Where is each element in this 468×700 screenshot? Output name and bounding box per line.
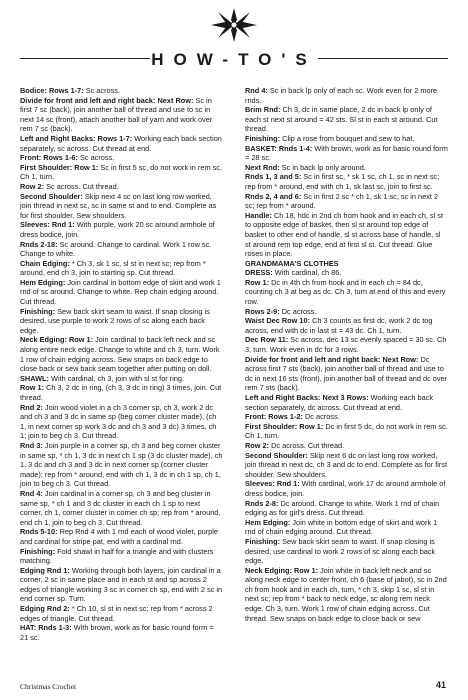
right-column [245, 86, 448, 623]
instruction-text: Sew back skirt seam to waist. If snap closing is desired, use cardinal to work 2 rows of sc along each back edge. [245, 536, 436, 566]
instruction-paragraph [20, 547, 223, 566]
instruction-paragraph [245, 211, 448, 259]
instruction-paragraph [245, 479, 448, 498]
instruction-heading: Finishing: [245, 536, 281, 546]
instruction-text: Ch 3 counts as first dc, work 2 dc tog across, end with dc in last st = 43 dc. Ch 1, turn. [245, 316, 433, 335]
instruction-heading: Rnds 2-18: [20, 239, 58, 249]
instruction-heading: DRESS: [245, 268, 273, 278]
instruction-text: Fold shawl in half for a triangle and with clusters matching. [20, 546, 214, 566]
instruction-heading: Sleeves: Rnd 1: [20, 220, 75, 230]
instruction-paragraph [245, 259, 448, 269]
instruction-heading: Rnds 5-10: [20, 527, 58, 537]
instruction-heading: Second Shoulder: [20, 191, 83, 201]
instruction-heading: Brim Rnd: [245, 105, 281, 115]
instruction-text: Join cardinal in a corner sp, ch 3 and beg cluster in same sp, * ch 1 and 3 dc cluster in each ch 1 sp to next corner, ch 1, corner cluster in corner ch sp; rep from * around, end ch 1, join to beg ch 3. Cut thread. [20, 488, 221, 527]
instruction-heading: Divide for front and left and right back: Next Row: [245, 354, 419, 364]
instruction-text: Sew back skirt seam to waist. If snap closing is desired, use purple to work 2 rows of sc along each back edge. [20, 306, 210, 335]
instruction-text: Join cardinal in bottom edge of skirt and work 1 rnd of sc around. Change to white. Rep chain edging around. Cut thread. [20, 277, 221, 307]
instruction-text: Clip a rose from bouquet and sew to hat. [280, 133, 415, 143]
instruction-paragraph [20, 163, 223, 182]
instruction-text: Sc in back lp only of each sc. Work even for 2 more rnds. [245, 86, 438, 105]
instruction-text: Sc in first sc, * sk 1 sc, ch 1, sc in next sc; rep from * around, end with ch 1, sk last sc, join to first sc. [245, 172, 440, 191]
instruction-text: Sc across. Cut thread. [44, 181, 119, 191]
instruction-heading: Sleeves: Rnd 1: [245, 479, 300, 489]
instruction-paragraph [245, 144, 448, 163]
instruction-paragraph [20, 335, 223, 373]
instruction-text: Sc across. [83, 86, 120, 95]
instruction-paragraph [20, 192, 223, 221]
instruction-heading: Next Rnd: [245, 162, 280, 172]
instruction-text: Sc in first 7 sc (back), join another ball of thread and use to sc in next 14 sc (front), attach another ball of yarn and work over rem 7 sc (back). [20, 95, 213, 134]
instruction-heading: Row 1: [20, 383, 45, 393]
instruction-text: Ch 3, 2 dc in ring, (ch 3, 3 dc in ring) 3 times, join. Cut thread. [20, 383, 222, 402]
instruction-text: Working each back section separately, dc across. Cut thread at end. [245, 393, 433, 412]
snowflake-ornament-icon [207, 6, 261, 44]
instruction-heading: Neck Edging: Row 1: [245, 565, 319, 575]
instruction-paragraph [20, 403, 223, 441]
instruction-paragraph [245, 355, 448, 393]
instruction-text: Sc across. [77, 153, 115, 163]
instruction-text: Rep Rnd 4 with 1 rnd each of wood violet, purple and cardinal for stripe pat, end with a cardinal rnd. [20, 527, 218, 546]
instruction-paragraph [245, 134, 448, 144]
instruction-paragraph [245, 566, 448, 624]
instruction-paragraph [20, 566, 223, 604]
instruction-heading: Chain Edging: [20, 258, 70, 268]
instruction-text: Dc around. Change to white. Work 1 rnd of chain edging as for girl's dress. Cut thread. [245, 498, 440, 518]
instruction-paragraph [20, 96, 223, 134]
instruction-paragraph [245, 278, 448, 307]
instruction-heading: Rnd 4: [20, 488, 43, 498]
instruction-paragraph [20, 240, 223, 259]
instruction-text: Working each back section separately, sc across. Cut thread at end. [20, 133, 222, 153]
instruction-heading: Row 1: [245, 277, 270, 287]
instruction-heading: Rnd 2: [20, 402, 43, 412]
instruction-paragraph [20, 383, 223, 402]
instruction-paragraph [245, 451, 448, 480]
instruction-heading: Row 2: [20, 181, 45, 191]
instruction-paragraph [20, 307, 223, 336]
instruction-text: Skip next 4 sc on last long row worked, join thread in next sc, sc in same st and to end. Complete as for first shoulder. Sew shoulders. [20, 191, 217, 220]
instruction-text: Dc in first 5 dc, do not work in rem sc. Ch 1, turn. [245, 421, 448, 441]
instruction-text: Dc across first 7 sts (back), join another ball of thread and use to dc in next 16 sts (front), join another ball of thread and dc over rem 7 sts (back). [245, 354, 448, 393]
instruction-paragraph [20, 134, 223, 153]
instruction-text: With cardinal, ch 3, join with sl st for ring. [48, 373, 185, 383]
instruction-text: Dc across. [279, 306, 317, 316]
instruction-paragraph [20, 182, 223, 192]
instruction-text: Dc across. [302, 412, 340, 422]
instruction-paragraph [20, 604, 223, 623]
instruction-heading: Rnd 4: [245, 86, 268, 95]
instruction-text: Ch 18, hdc in 2nd ch from hook and in each ch, sl st to opposite edge of basket, then sl st around top edge of basket to other end of handle, sl st across base of handle, sl st around rem top edge, end at first sl st. Cut thread. Glue roses in place. [245, 210, 443, 259]
instruction-text: * Ch 3, sk 1 sc, sl st in next sc; rep from * around, end ch 3, join to starting sp. Cut thread. [20, 258, 206, 278]
instruction-heading: HAT: Rnds 1-3: [20, 623, 72, 633]
instruction-heading: Row 2: [245, 440, 270, 450]
instruction-paragraph [245, 172, 448, 191]
instruction-heading: Rows 2-9: [245, 306, 280, 316]
instruction-text: * Ch 10, sl st in next sc; rep from * across 2 edges of triangle. Cut thread. [20, 604, 213, 623]
instruction-heading: Finishing: [20, 306, 56, 316]
left-column [20, 86, 223, 642]
instruction-paragraph [20, 623, 223, 642]
page-header [0, 0, 468, 82]
instruction-text: Skip next 6 dc on last long row worked, join thread in next dc, ch 3 and dc to end. Complete as for first shoulder. Sew shoulders. [245, 450, 448, 479]
instruction-text: Join purple in a corner sp, ch 3 and beg corner cluster in same sp, * ch 1, 3 dc in next ch 1 sp (3 dc cluster made), ch 1, 3 dc and ch 3 and 3 dc in next corner sp (corner cluster made); rep from * around, end with ch 1, 3 dc in ch 1 sp, ch 1, join to beg ch 3. Cut thread. [20, 440, 223, 489]
instruction-heading: Front: Rows 1-6: [20, 153, 78, 163]
instruction-paragraph [245, 105, 448, 134]
instruction-heading: First Shoulder: Row 1: [20, 162, 99, 172]
instruction-heading: Rnds 1, 3 and 5: [245, 172, 302, 182]
instruction-text: Join wood violet in a ch 3 corner sp, ch 3, work 2 dc and ch 3 and 3 dc in same sp (beg corner cluster made), (ch 1, in next corner sp work 3 dc and ch 3 and 3 dc) 3 times, ch 1; join to beg ch 3. Cut thread. [20, 402, 217, 441]
instruction-heading: Front: Rows 1-2: [245, 412, 303, 422]
instruction-paragraph [245, 393, 448, 412]
instruction-heading: GRANDMAMA'S CLOTHES [245, 258, 339, 268]
instruction-paragraph [20, 527, 223, 546]
instruction-paragraph [20, 374, 223, 384]
instruction-paragraph [20, 259, 223, 278]
instruction-paragraph [20, 220, 223, 239]
instruction-paragraph [245, 307, 448, 317]
instruction-heading: Edging Rnd 2: [20, 604, 70, 614]
instruction-paragraph [20, 441, 223, 489]
instruction-paragraph [245, 537, 448, 566]
instruction-heading: Rnds 2, 4 and 6: [245, 191, 302, 201]
instruction-text: With brown, work as for basic round form = 28 sc. [245, 143, 448, 163]
instruction-text: Join cardinal to back left neck and sc along entire neck edge. Change to white and ch 3, turn. Work 1 row of chain edging across. Sew snaps on back edge to close back or sew back seam together after putting on doll. [20, 335, 220, 374]
instruction-text: Sc across, dec 13 sc evenly spaced = 30 sc. Ch 3, turn. Work even in dc for 3 rows. [245, 335, 447, 355]
instruction-heading: Finishing: [245, 133, 281, 143]
instruction-text: With brown, work as for basic round form = 21 sc. [20, 623, 214, 642]
instruction-heading: BASKET: Rnds 1-4: [245, 143, 313, 153]
instruction-heading: Finishing: [20, 546, 56, 556]
instruction-text: Ch 3, dc in same place, 2 dc in back lp only of each st next st around = 42 sts. Sl st in each st around. Cut thread. [245, 105, 438, 134]
instruction-paragraph [245, 499, 448, 518]
instruction-heading: Left and Right Backs: Rows 1-7: [20, 133, 133, 143]
instruction-heading: Hem Edging: [20, 277, 66, 287]
instruction-heading: Edging Rnd 1: [20, 565, 70, 575]
instruction-heading: Rnds 2-8: [245, 498, 279, 508]
instruction-heading: Hem Edging: [245, 517, 291, 527]
footer-publication: Christmas Crochet [20, 682, 77, 691]
instruction-heading: Left and Right Backs: Next 3 Rows: [245, 393, 369, 402]
instruction-text: Dc in 4th ch from hook and in each ch = 84 dc, counting ch 3 at beg as dc. Ch 3, turn at end of this and every row. [245, 277, 446, 307]
instruction-text: Join white in bottom edge of skirt and work 1 rnd of chain edging around. Cut thread. [245, 517, 438, 537]
instruction-heading: First Shoulder: Row 1: [245, 421, 324, 431]
title-rule-right [318, 58, 448, 59]
instruction-text: Sc in first 5 sc, do not work in rem sc. Ch 1, turn. [20, 162, 223, 182]
instruction-text: Working through both layers, join cardinal in a corner, 2 sc in same place and in each st and sp across 2 edges of triangle working 3 sc in corner ch sp, end with 2 sc in end corner sp. Turn. [20, 565, 223, 604]
instruction-text: Sc in back lp only around. [279, 162, 366, 172]
instruction-paragraph [245, 412, 448, 422]
instruction-text: Join white in back left neck and sc along neck edge to center front, ch 6 (base of jabot), sc in 2nd ch from hook and in each ch, turn, * ch 3, skip 1 sc, sl st in next sc; rep from * back to neck edge, sc along rem neck edge. Ch 3, turn. Work 1 row of chain edging across. Cut thread. Sew snaps on back edge to close back or sew [245, 565, 447, 623]
instruction-paragraph [245, 163, 448, 173]
page-number: 41 [435, 680, 446, 690]
instruction-text: With cardinal, ch 86. [272, 268, 342, 278]
instruction-paragraph [245, 335, 448, 354]
page-title: HOW-TO'S [151, 50, 317, 69]
instruction-paragraph [20, 489, 223, 527]
instruction-heading: Bodice: Rows 1-7: [20, 86, 84, 95]
instruction-heading: Handle: [245, 210, 272, 220]
instruction-heading: SHAWL: [20, 373, 49, 383]
instruction-paragraph [245, 518, 448, 537]
instruction-text: Sc around. Change to cardinal. Work 1 row sc. Change to white. [20, 239, 212, 259]
instruction-heading: Divide for front and left and right back: Next Row: [20, 95, 194, 105]
instruction-paragraph [20, 153, 223, 163]
instruction-paragraph [245, 192, 448, 211]
instruction-paragraph [245, 268, 448, 278]
instruction-paragraph [245, 422, 448, 441]
instruction-paragraph [245, 86, 448, 105]
instruction-heading: Rnd 3: [20, 440, 43, 450]
instruction-text: With purple, work 20 sc around armhole of dress bodice, join. [20, 220, 215, 239]
instruction-text: With cardinal, work 17 dc around armhole of dress bodice, join. [245, 479, 446, 498]
instruction-paragraph [20, 278, 223, 307]
instruction-paragraph [245, 316, 448, 335]
instruction-heading: Second Shoulder: [245, 450, 308, 460]
instruction-heading: Waist Dec Row 10: [245, 316, 311, 326]
instruction-text: Sc in first 2 sc * ch 1, sk 1 sc, sc in next 2 sc; rep from * around. [245, 191, 439, 211]
instruction-heading: Dec Row 11: [245, 335, 289, 345]
instruction-paragraph [20, 86, 223, 96]
instruction-heading: Neck Edging: Row 1: [20, 335, 94, 345]
instruction-text: Dc across. Cut thread. [269, 440, 345, 450]
instruction-paragraph [245, 441, 448, 451]
